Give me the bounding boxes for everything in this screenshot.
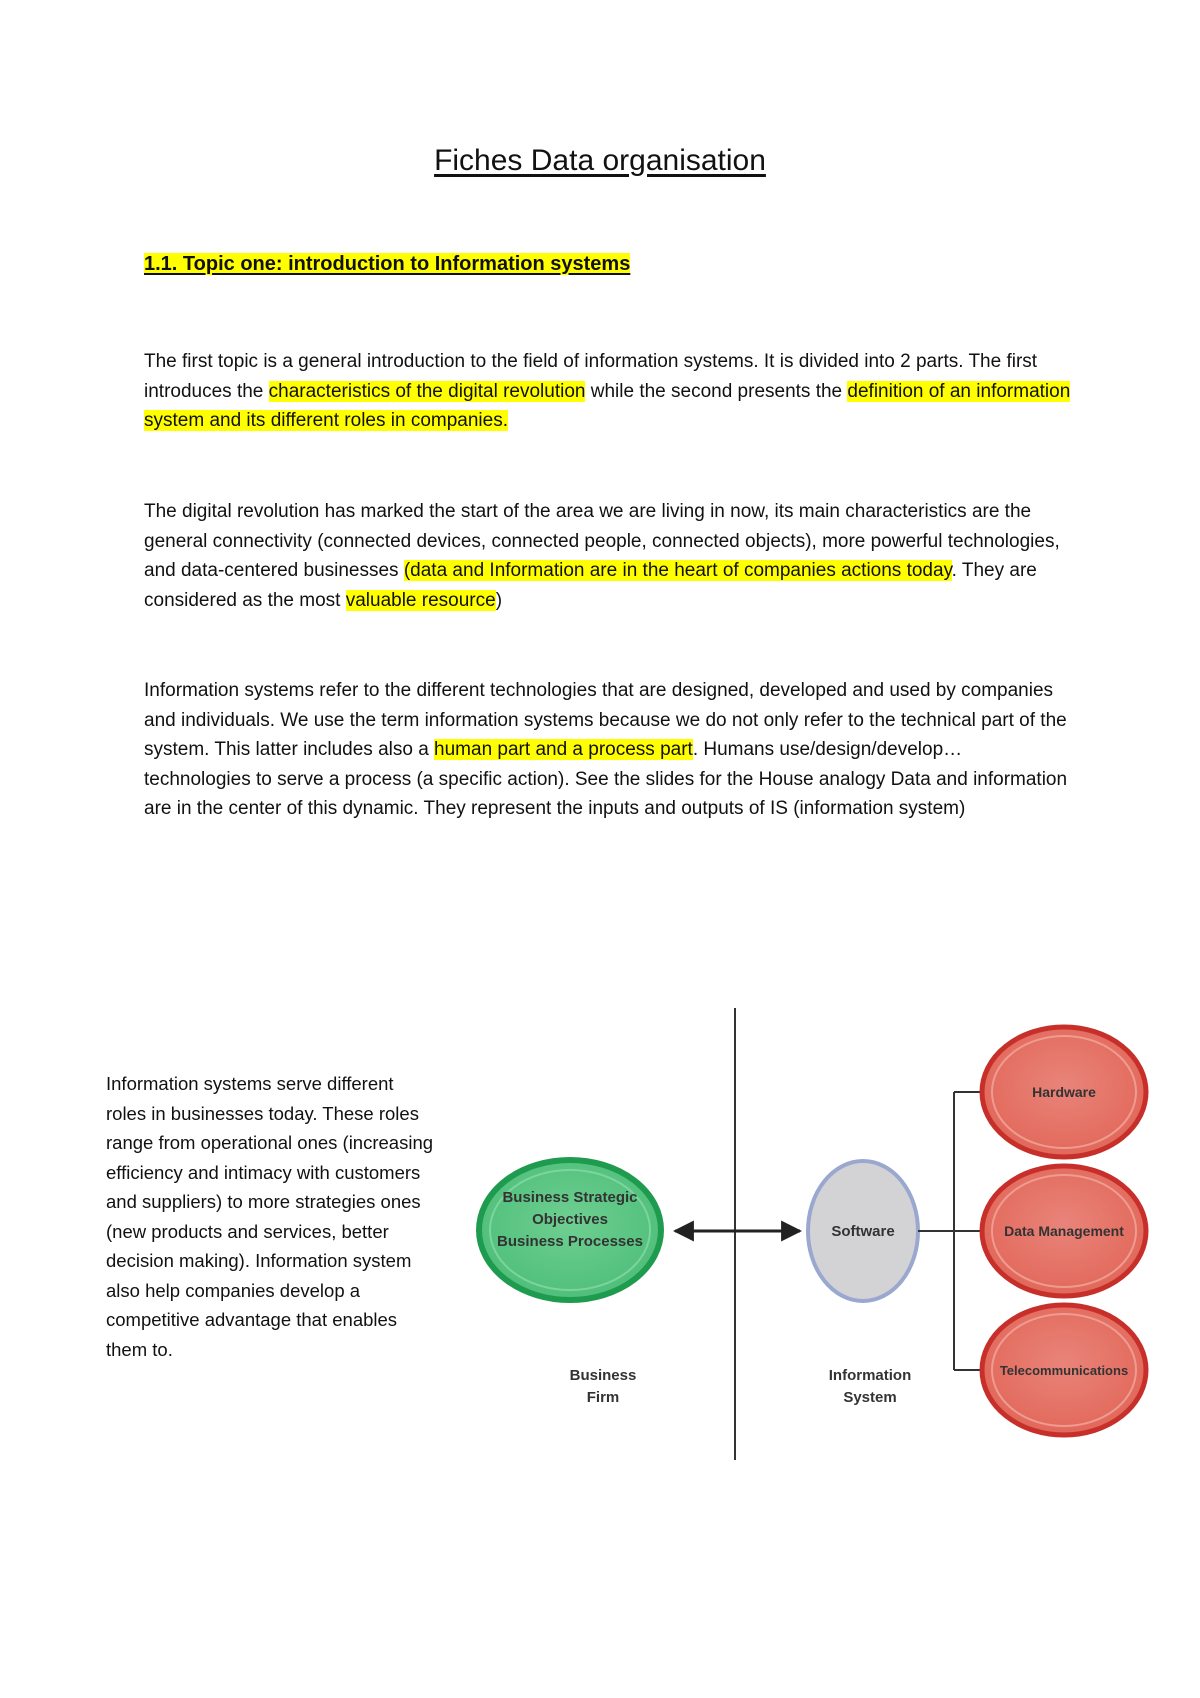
paragraph-intro xyxy=(144,347,1074,436)
component-label: Hardware xyxy=(1032,1084,1096,1100)
highlight-text: (data and Information are in the heart of companies actions today xyxy=(403,560,952,581)
highlight-text: human part and a process part xyxy=(434,739,693,760)
paragraph-text: ) xyxy=(495,589,503,611)
component-hardware xyxy=(982,1027,1146,1157)
component-data-management xyxy=(982,1166,1146,1296)
business-circle xyxy=(479,1160,661,1300)
highlight-text: valuable resource xyxy=(345,589,496,611)
section-heading-text: 1.1. Topic one: introduction to Information systems xyxy=(144,253,631,275)
paragraph-text: . Humans use/design/develop… technologies to serve a process (a specific action). See the slides for the House analogy Data and information are in the center of this dynamic. They represent the inputs and outputs of IS (information system) xyxy=(144,739,1068,819)
paragraph-text: The digital revolution has marked the start of the area we are living in now, its main characteristics are the general connectivity (connected devices, connected people, connected objects), more powerful technologies, and data-centered businesses xyxy=(144,501,1060,581)
business-firm-label: Business xyxy=(569,1367,637,1384)
component-telecommunications xyxy=(982,1305,1146,1435)
highlight-text: characteristics of the digital revolution xyxy=(268,380,586,402)
side-paragraph-roles: Information systems serve different roles in businesses today. These roles range from operational ones (increasing efficiency and intimacy with customers and suppliers) to more strategies ones (new products and services, better decision making). Information system also help companies develop a competitive advantage that enables them to. xyxy=(106,1073,434,1360)
business-firm-label: Firm xyxy=(586,1389,620,1406)
software-label: Software xyxy=(831,1223,895,1240)
information-system-label: System xyxy=(843,1389,897,1406)
paragraph-information-systems xyxy=(144,676,1074,824)
information-system-label: Information xyxy=(828,1367,912,1384)
business-circle-line: Business Strategic xyxy=(502,1189,638,1206)
paragraph-text: . They are considered as the most xyxy=(144,560,1037,611)
business-circle-line: Business Processes xyxy=(497,1233,643,1250)
component-label: Data Management xyxy=(1004,1223,1124,1239)
section-heading xyxy=(144,253,630,276)
document-title: Fiches Data organisation xyxy=(434,144,766,177)
business-circle-line: Objectives xyxy=(532,1211,608,1228)
paragraph-text: while the second presents the xyxy=(585,380,848,402)
highlight-text: definition of an information system and its different roles in companies. xyxy=(144,380,1071,431)
component-label: Telecommunications xyxy=(999,1363,1129,1378)
paragraph-text: The first topic is a general introduction to the field of information systems. It is divided into 2 parts. The first introduces the xyxy=(144,351,1038,402)
connector-lines xyxy=(918,1092,982,1370)
paragraph-text: Information systems refer to the different technologies that are designed, developed and used by companies and individuals. We use the term information systems because we do not only refer to the technical part of the system. This latter includes also a xyxy=(144,680,1067,760)
software-circle xyxy=(808,1161,918,1301)
information-system-diagram xyxy=(470,1000,1180,1470)
paragraph-digital-revolution xyxy=(144,497,1074,615)
